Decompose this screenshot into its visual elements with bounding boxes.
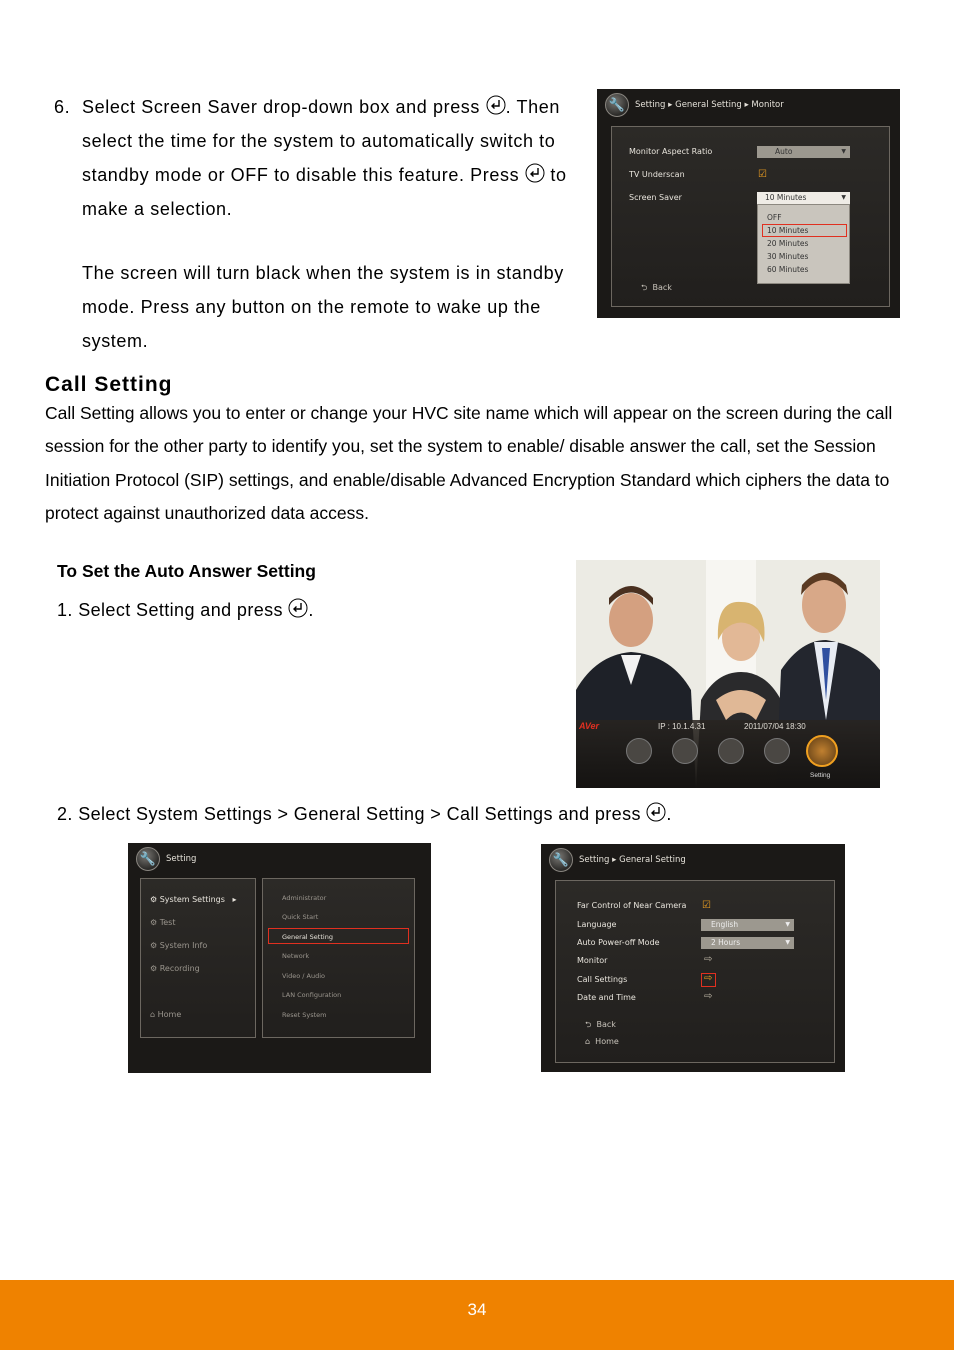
monitor-settings-screenshot — [597, 89, 900, 318]
row-label: Monitor Aspect Ratio — [629, 147, 713, 156]
step-1 — [57, 598, 314, 621]
aspect-value: Auto — [775, 147, 793, 156]
option[interactable]: 30 Minutes — [767, 252, 809, 261]
power-off-dropdown[interactable] — [701, 937, 794, 949]
menu-recording[interactable]: ⚙ Recording — [150, 964, 200, 973]
selected-item-highlight — [701, 973, 716, 987]
row-label: Date and Time — [577, 993, 636, 1002]
step-6 — [54, 90, 574, 358]
aspect-ratio-dropdown[interactable] — [757, 146, 850, 158]
language-dropdown[interactable] — [701, 919, 794, 931]
section-heading: Call Setting — [45, 373, 173, 396]
home-screen-photo — [576, 560, 880, 788]
back-icon: ⮌ — [585, 1020, 592, 1029]
screen-saver-value: 10 Minutes — [765, 193, 807, 202]
call-settings-arrow-icon[interactable]: ⇨ — [704, 973, 713, 984]
far-control-checkbox[interactable]: ☑ — [702, 900, 711, 911]
screen-header — [136, 847, 196, 871]
phonebook-icon[interactable] — [626, 738, 652, 764]
home-icon: ⌂ — [585, 1037, 591, 1046]
back-button[interactable] — [585, 1019, 616, 1033]
chevron-down-icon: ▼ — [785, 939, 790, 946]
ip-address: IP : 10.1.4.31 — [658, 722, 706, 731]
back-label: Back — [652, 283, 672, 292]
step-2 — [57, 802, 672, 825]
row-label: Language — [577, 920, 617, 929]
tv-underscan-checkbox[interactable]: ☑ — [758, 169, 767, 180]
enter-key-icon — [486, 95, 506, 115]
chevron-down-icon: ▼ — [841, 194, 846, 201]
row-label: Auto Power-off Mode — [577, 938, 660, 947]
language-value: English — [711, 920, 739, 929]
breadcrumb: Setting ▸ General Setting — [579, 855, 686, 865]
enter-key-icon — [646, 802, 666, 822]
aver-logo: AVer — [579, 721, 600, 731]
row-label: TV Underscan — [629, 170, 685, 179]
step-6-text-c: to make a selection. — [82, 165, 567, 219]
menu-label: Test — [159, 918, 176, 927]
power-off-value: 2 Hours — [711, 938, 741, 947]
menu-label: System Info — [159, 941, 208, 950]
step-1-period: . — [308, 600, 314, 620]
wrench-icon: 🔧 — [549, 848, 573, 872]
screen-title: Setting — [166, 854, 197, 864]
option[interactable]: OFF — [767, 213, 782, 222]
submenu-item[interactable]: Administrator — [282, 894, 327, 902]
row-label: Call Settings — [577, 975, 628, 984]
monitor-arrow-icon[interactable]: ⇨ — [704, 954, 713, 965]
selected-option-highlight — [762, 224, 847, 237]
enter-key-icon — [525, 163, 545, 183]
submenu-item[interactable]: Video / Audio — [282, 972, 326, 980]
recording-icon[interactable] — [718, 738, 744, 764]
menu-system-settings[interactable]: ⚙ System Settings ▸ — [150, 895, 237, 904]
setting-label: Setting — [810, 772, 831, 779]
menu-system-info[interactable]: ⚙ System Info — [150, 941, 208, 950]
menu-label: Recording — [159, 964, 200, 973]
enter-key-icon — [288, 598, 308, 618]
menu-home[interactable]: ⌂ Home — [150, 1010, 182, 1019]
menu-label: System Settings — [159, 895, 225, 904]
step-number: 6. — [54, 97, 71, 117]
submenu-item[interactable]: LAN Configuration — [282, 991, 342, 999]
setting-menu-screenshot — [128, 843, 431, 1073]
back-label: Back — [596, 1020, 616, 1029]
step-2-text: 2. Select System Settings > General Setting > Call Settings and press — [57, 804, 641, 824]
option[interactable]: 60 Minutes — [767, 265, 809, 274]
screen-saver-options — [757, 204, 850, 284]
section-intro: Call Setting allows you to enter or change your HVC site name which will appear on the screen during the call session for the other party to identify you, set the system to enable/ disable answer the call, set the Session Initiation Protocol (SIP) settings, and enable/disable Advanced Encryption Standard which ciphers the data to protect against unauthorized data access. — [45, 403, 893, 523]
option[interactable]: 20 Minutes — [767, 239, 809, 248]
wrench-icon: 🔧 — [605, 93, 629, 117]
call-icon[interactable] — [764, 738, 790, 764]
step-6-text-b: . Then select the time for the system to automatically switch to standby mode or OFF to disable this feature. Press — [82, 97, 560, 185]
menu-test[interactable]: ⚙ Test — [150, 918, 176, 927]
row-label: Screen Saver — [629, 193, 682, 202]
subsection-heading: To Set the Auto Answer Setting — [57, 561, 316, 581]
general-setting-screenshot — [541, 844, 845, 1072]
back-icon: ⮌ — [641, 283, 648, 292]
home-button[interactable] — [585, 1037, 619, 1046]
chevron-down-icon: ▼ — [785, 921, 790, 928]
home-label: Home — [595, 1037, 619, 1046]
selected-item-highlight — [268, 928, 409, 944]
submenu-item[interactable]: Reset System — [282, 1011, 327, 1019]
date-time-arrow-icon[interactable]: ⇨ — [704, 991, 713, 1002]
submenu-item[interactable]: Quick Start — [282, 913, 319, 921]
menu-label: Home — [157, 1010, 182, 1019]
option[interactable]: 10 Minutes — [767, 226, 809, 235]
wrench-icon: 🔧 — [136, 847, 160, 871]
row-label: Monitor — [577, 956, 608, 965]
dial-icon[interactable] — [672, 738, 698, 764]
setting-icon[interactable] — [806, 735, 838, 767]
submenu-item[interactable]: General Setting — [282, 933, 333, 941]
back-button[interactable] — [641, 282, 672, 296]
row-label: Far Control of Near Camera — [577, 901, 687, 910]
page-number: 34 — [467, 1300, 487, 1319]
step-6-text-a: Select Screen Saver drop-down box and press — [82, 97, 481, 117]
step-1-text: 1. Select Setting and press — [57, 600, 283, 620]
submenu-item[interactable]: Network — [282, 952, 310, 960]
step-6-paragraph-2: The screen will turn black when the system is in standby mode. Press any button on the remote to wake up the system. — [82, 263, 564, 351]
screen-saver-dropdown[interactable] — [757, 192, 850, 204]
home-toolbar — [576, 720, 880, 788]
step-2-period: . — [666, 804, 672, 824]
screen-header — [605, 93, 784, 117]
screen-header — [549, 848, 686, 872]
chevron-down-icon: ▼ — [841, 148, 846, 155]
date-time: 2011/07/04 18:30 — [744, 722, 806, 731]
breadcrumb: Setting ▸ General Setting ▸ Monitor — [635, 100, 784, 110]
